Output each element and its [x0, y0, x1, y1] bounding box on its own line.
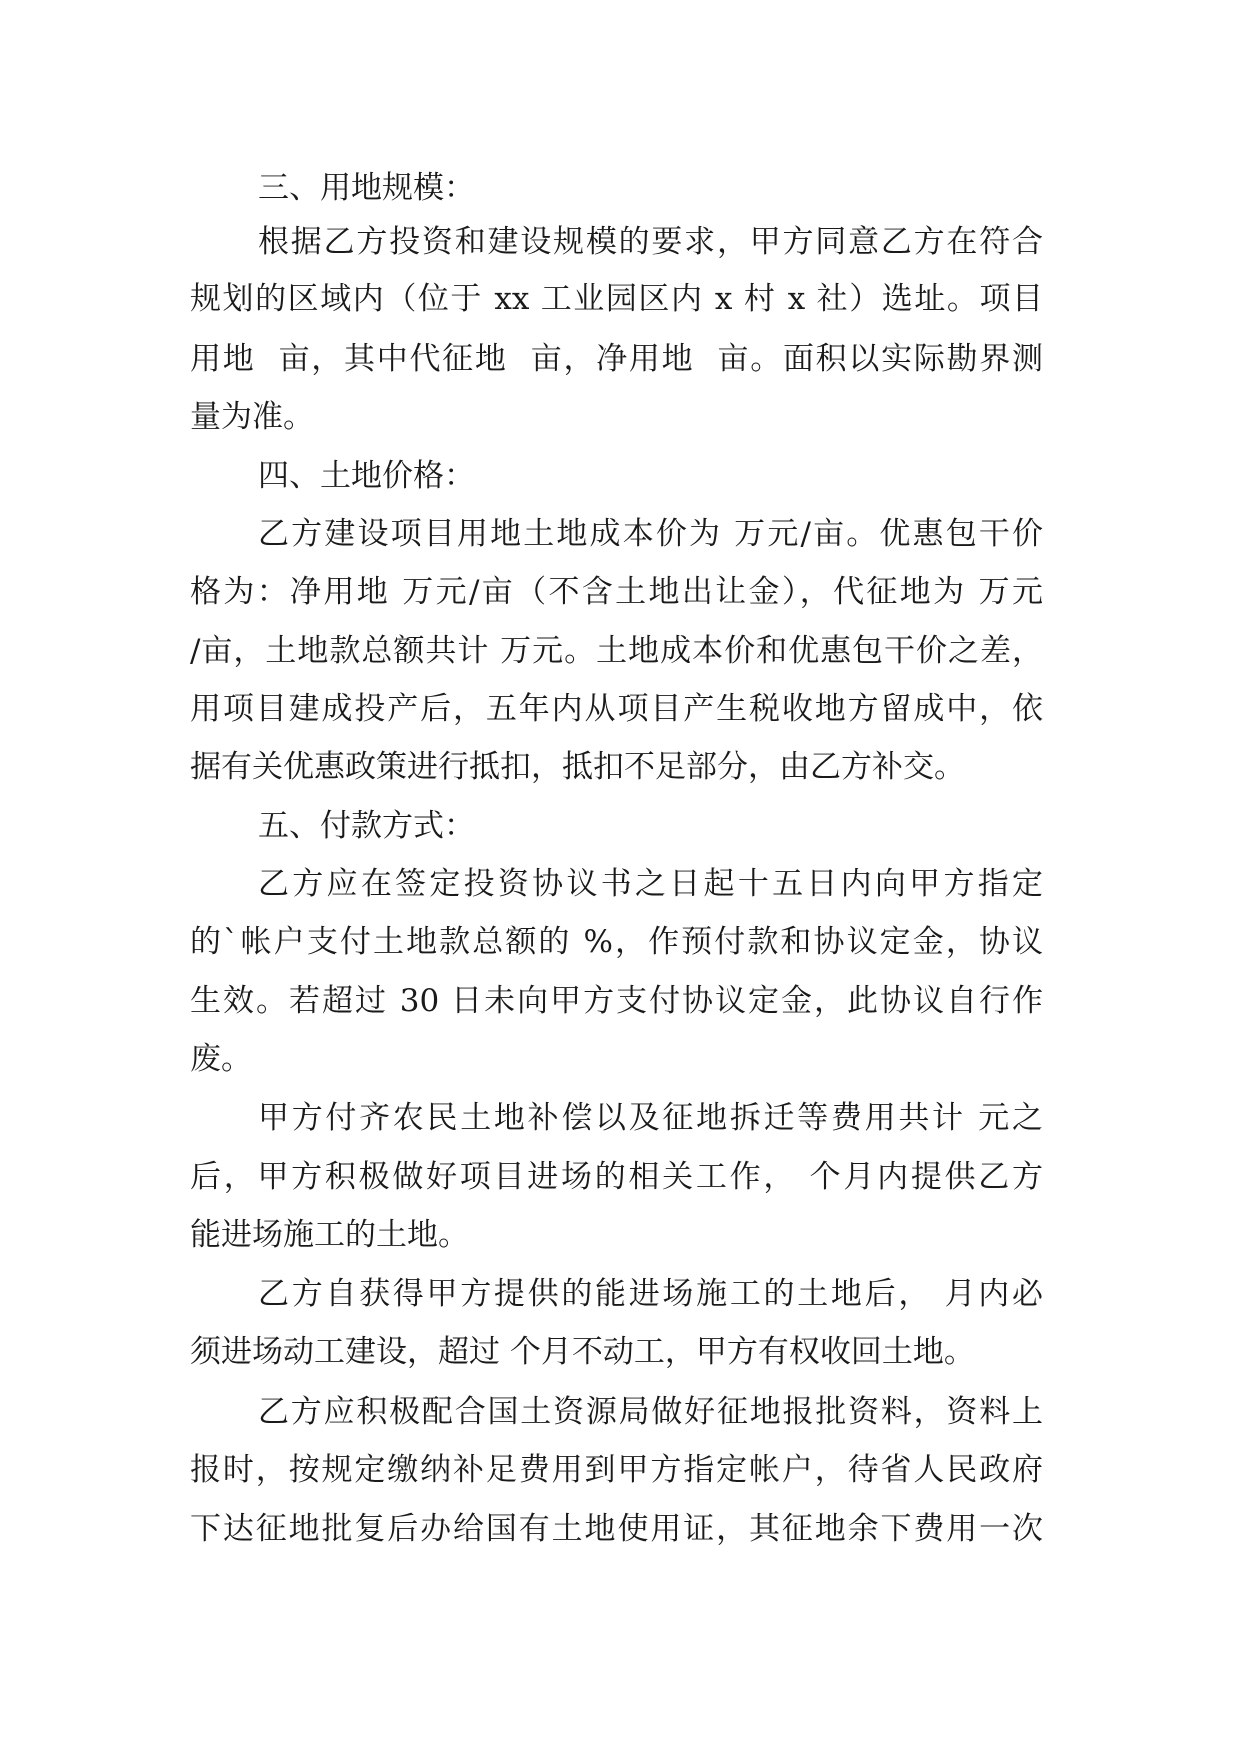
paragraph-line: 用项目建成投产后，五年内从项目产生税收地方留成中，依 [190, 691, 1043, 727]
paragraph-line: 后，甲方积极做好项目进场的相关工作， 个月内提供乙方 [190, 1159, 1043, 1195]
paragraph-line: 废。 [190, 1041, 252, 1077]
paragraph-line: 下达征地批复后办给国有土地使用证，其征地余下费用一次 [190, 1511, 1043, 1547]
paragraph-line: 规划的区域内（位于 xx 工业园区内 x 村 x 社）选址。项目 [190, 281, 1043, 317]
paragraph-line: 根据乙方投资和建设规模的要求，甲方同意乙方在符合 [258, 224, 1043, 260]
paragraph-line: 乙方建设项目用地土地成本价为 万元/亩。优惠包干价 [258, 516, 1043, 552]
paragraph-line: 用地 亩，其中代征地 亩，净用地 亩。面积以实际勘界测 [190, 341, 1043, 377]
paragraph-line: 据有关优惠政策进行抵扣，抵扣不足部分，由乙方补交。 [190, 749, 965, 785]
paragraph-line: 甲方付齐农民土地补偿以及征地拆迁等费用共计 元之 [258, 1100, 1043, 1136]
paragraph-line: 能进场施工的土地。 [190, 1217, 469, 1253]
paragraph-line: 须进场动工建设，超过 个月不动工，甲方有权收回土地。 [190, 1334, 975, 1370]
paragraph-line: 格为：净用地 万元/亩（不含土地出让金），代征地为 万元 [190, 574, 1043, 610]
paragraph-line: 乙方应在签定投资协议书之日起十五日内向甲方指定 [258, 866, 1043, 902]
paragraph-line: 报时，按规定缴纳补足费用到甲方指定帐户，待省人民政府 [190, 1452, 1043, 1488]
paragraph-line: 乙方自获得甲方提供的能进场施工的土地后， 月内必 [258, 1276, 1043, 1312]
paragraph-line: 乙方应积极配合国土资源局做好征地报批资料，资料上 [258, 1394, 1043, 1430]
paragraph-line: 量为准。 [190, 399, 314, 435]
section-heading-land-scale: 三、用地规模： [258, 170, 475, 206]
paragraph-line: 的`帐户支付土地款总额的 %，作预付款和协议定金，协议 [190, 924, 1043, 960]
paragraph-line: /亩，土地款总额共计 万元。土地成本价和优惠包干价之差， [190, 633, 1043, 669]
section-heading-payment: 五、付款方式： [258, 808, 475, 844]
section-heading-land-price: 四、土地价格： [258, 458, 475, 494]
paragraph-line: 生效。若超过 30 日未向甲方支付协议定金，此协议自行作 [190, 983, 1043, 1019]
